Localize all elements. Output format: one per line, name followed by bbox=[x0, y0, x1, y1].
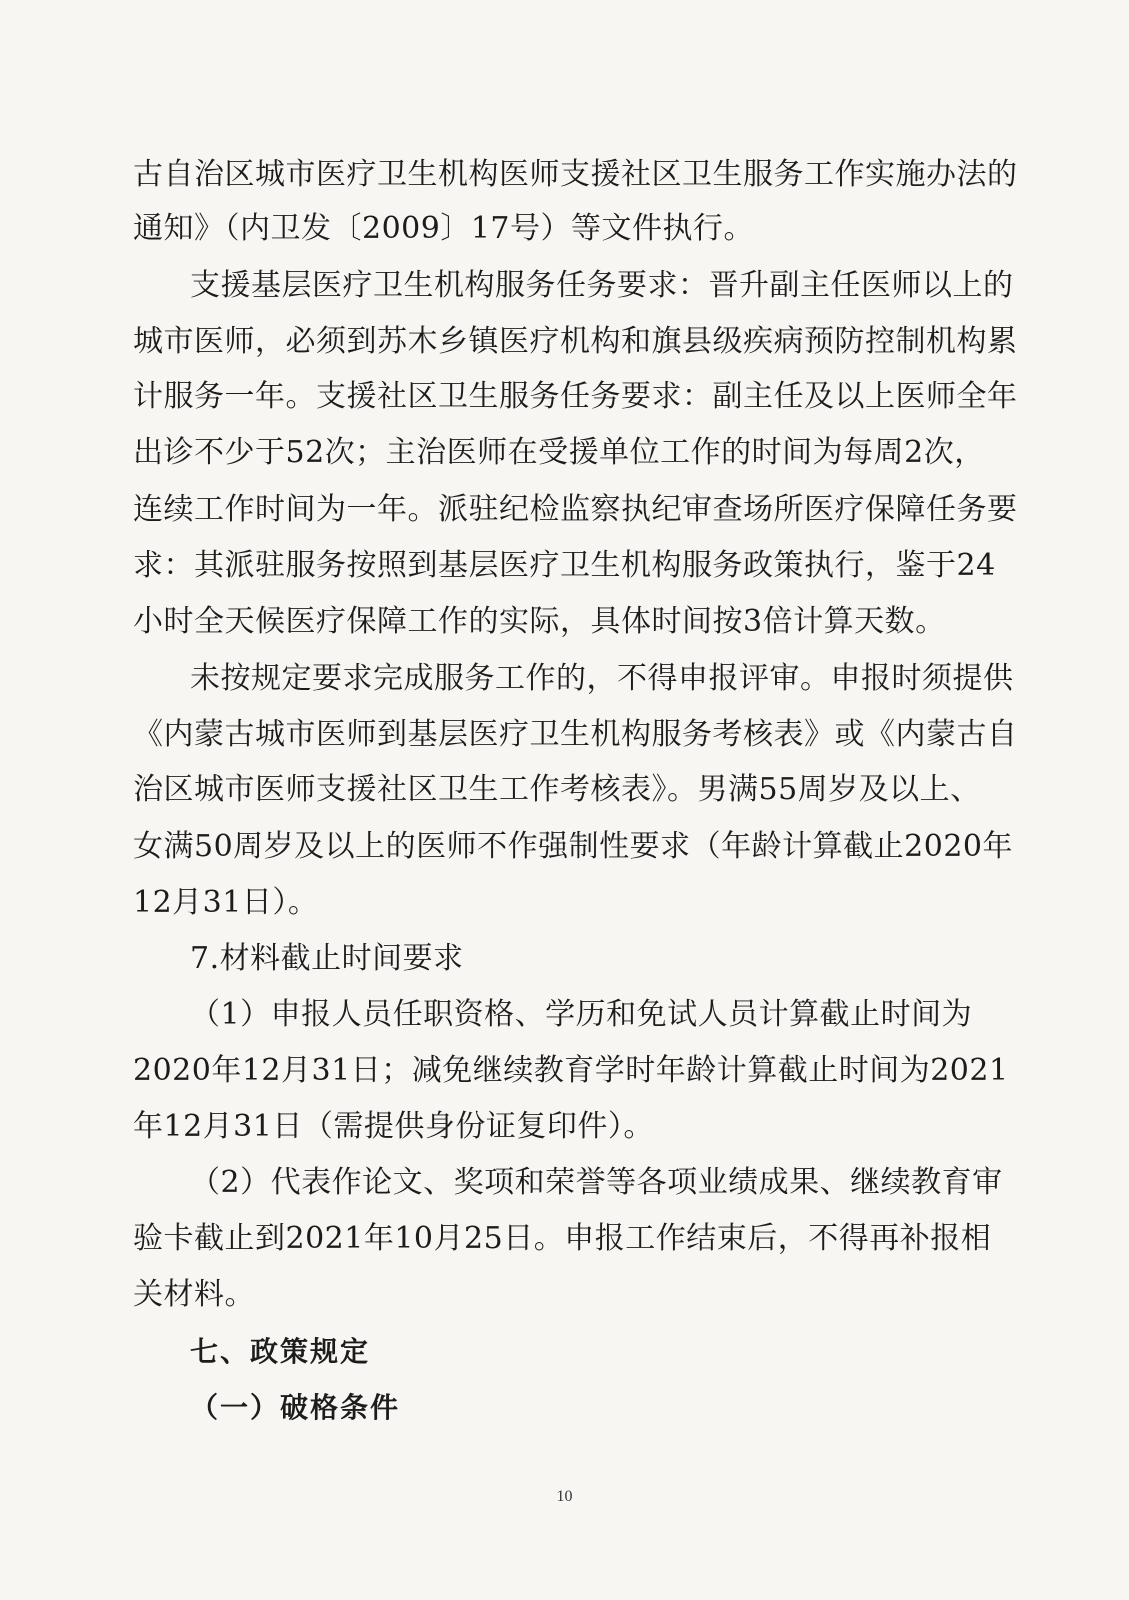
section-heading: 七、政策规定 bbox=[190, 1335, 371, 1368]
text-line: 年12月31日（需提供身份证复印件）。 bbox=[133, 1109, 654, 1144]
text-line: 求：其派驻服务按照到基层医疗卫生机构服务政策执行，鉴于24 bbox=[133, 548, 996, 583]
text-line: 《内蒙古城市医师到基层医疗卫生机构服务考核表》或《内蒙古自 bbox=[133, 717, 1018, 752]
text-line: 出诊不少于52次；主治医师在受援单位工作的时间为每周2次， bbox=[133, 435, 985, 470]
text-line: 通知》（内卫发〔2009〕17号）等文件执行。 bbox=[133, 211, 755, 246]
text-line: 支援基层医疗卫生机构服务任务要求：晋升副主任医师以上的 bbox=[190, 268, 1014, 303]
text-line: 古自治区城市医疗卫生机构医师支援社区卫生服务工作实施办法的 bbox=[133, 157, 1018, 192]
page-number: 10 bbox=[556, 1488, 573, 1505]
text-line: 12月31日）。 bbox=[133, 885, 319, 920]
text-line: （1）申报人员任职资格、学历和免试人员计算截止时间为 bbox=[190, 997, 973, 1032]
text-line: 未按规定要求完成服务工作的，不得申报评审。申报时须提供 bbox=[190, 661, 1014, 696]
text-line: 小时全天候医疗保障工作的实际，具体时间按3倍计算天数。 bbox=[133, 604, 946, 639]
text-line: 城市医师，必须到苏木乡镇医疗机构和旗县级疾病预防控制机构累 bbox=[133, 324, 1018, 359]
text-line: 7.材料截止时间要求 bbox=[190, 941, 464, 976]
text-line: 治区城市医师支援社区卫生工作考核表》。男满55周岁及以上、 bbox=[133, 772, 981, 807]
text-line: 关材料。 bbox=[133, 1277, 255, 1312]
text-line: 2020年12月31日；减免继续教育学时年龄计算截止时间为2021 bbox=[133, 1053, 1009, 1088]
text-line: 验卡截止到2021年10月25日。申报工作结束后，不得再补报相 bbox=[133, 1221, 992, 1256]
subsection-heading: （一）破格条件 bbox=[190, 1391, 401, 1424]
text-line: 计服务一年。支援社区卫生服务任务要求：副主任及以上医师全年 bbox=[133, 379, 1018, 414]
text-line: 女满50周岁及以上的医师不作强制性要求（年龄计算截止2020年 bbox=[133, 829, 1014, 864]
text-line: （2）代表作论文、奖项和荣誉等各项业绩成果、继续教育审 bbox=[190, 1165, 1003, 1200]
text-line: 连续工作时间为一年。派驻纪检监察执纪审查场所医疗保障任务要 bbox=[133, 492, 1018, 527]
